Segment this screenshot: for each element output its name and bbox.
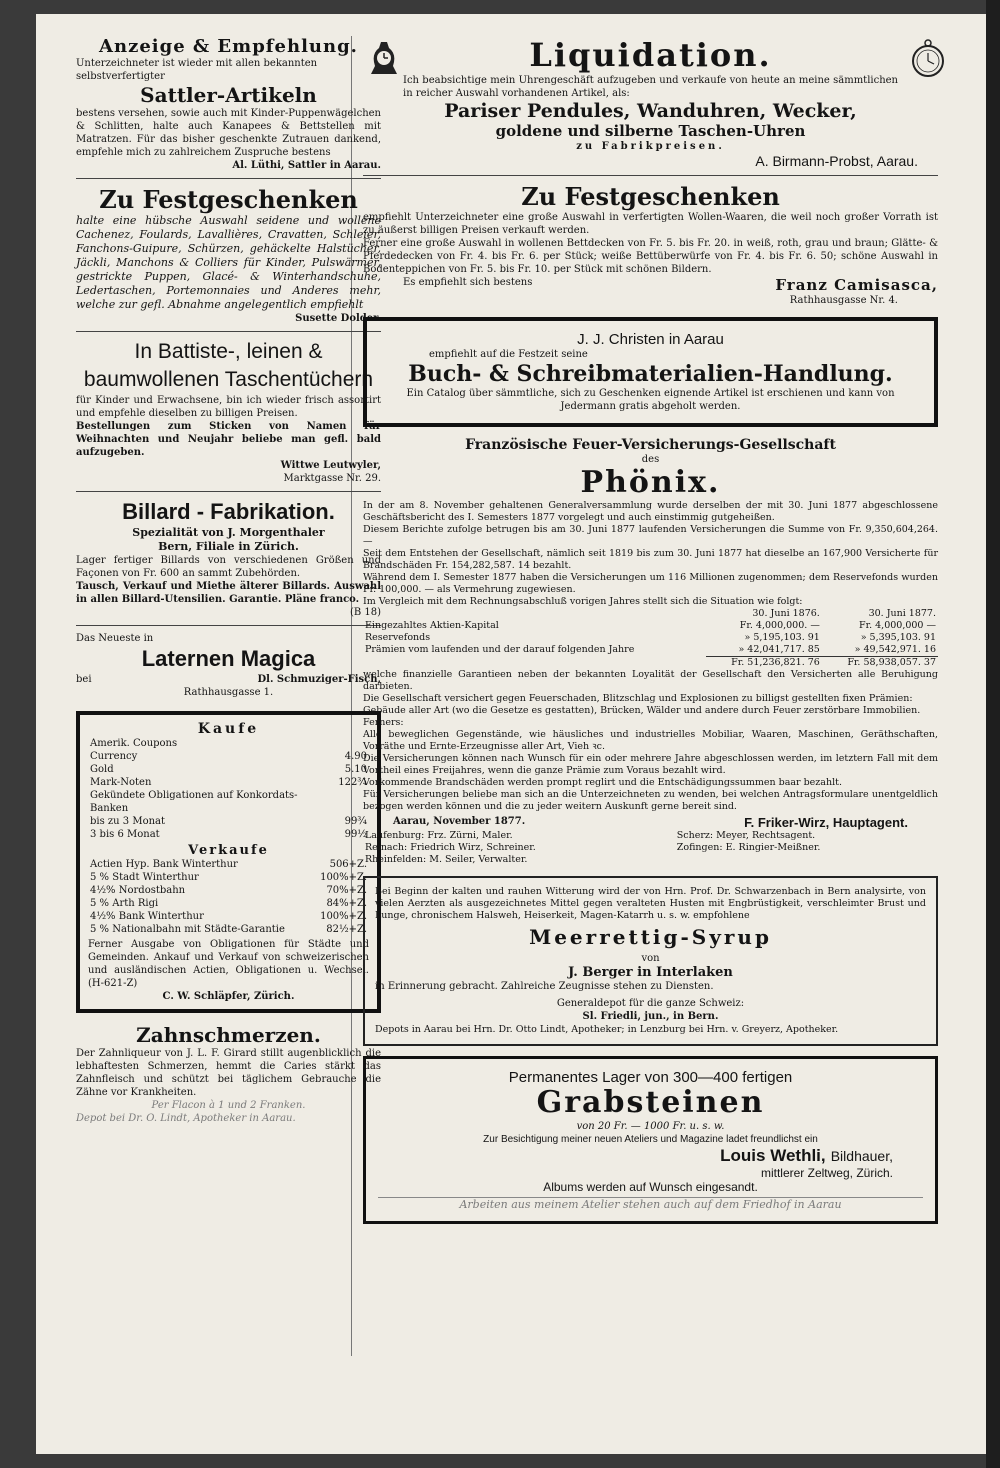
divider bbox=[363, 175, 938, 176]
ad-body: Zur Besichtigung meiner neuen Ateliers und Magazine ladet freundlichst ein bbox=[483, 1134, 818, 1145]
row-label: 4½% Bank Winterthur bbox=[90, 911, 204, 922]
row-value: 100%+Z. bbox=[320, 911, 367, 922]
ad-items: Pariser Pendules, Wanduhren, Wecker, bbox=[444, 100, 857, 122]
row-value: 4.90 bbox=[344, 751, 367, 762]
verkaufe-row bbox=[88, 910, 369, 923]
newspaper-page bbox=[36, 14, 986, 1454]
ad-des: des bbox=[641, 454, 660, 465]
ad-address: Rathhausgasse 1. bbox=[183, 687, 274, 698]
verkaufe-row bbox=[88, 871, 369, 884]
ad-seller: Dl. Schmuziger-Fisch, bbox=[257, 674, 381, 685]
total-cell: Fr. 51,236,821. 76 bbox=[706, 657, 822, 670]
ad-depot: Generaldepot für die ganze Schweiz: bbox=[556, 998, 745, 1009]
ad-signature: Wittwe Leutwyler, bbox=[280, 460, 381, 471]
agent-row bbox=[363, 830, 938, 842]
agents-table bbox=[363, 830, 938, 866]
ad-schlaepfer bbox=[76, 711, 381, 1013]
ad-name: J. J. Christen in Aarau bbox=[577, 331, 724, 348]
ad-body: Ferner Ausgabe von Obligationen für Städte und Gemeinden. Ankauf und Verkauf von schweizerischen und ausländischen Actien, Obligationen u. Wechsel. (H-621-Z) bbox=[88, 939, 369, 989]
ad-albums: Albums werden auf Wunsch eingesandt. bbox=[543, 1180, 758, 1194]
ad-intro: empfiehlt auf die Festzeit seine bbox=[429, 349, 588, 360]
agent-row bbox=[363, 854, 938, 866]
row-label: Eingezahltes Aktien-Kapital bbox=[365, 620, 499, 631]
ad-prefix: Das Neueste in bbox=[76, 633, 154, 644]
ad-body: für Kinder und Erwachsene, bin ich wieder frisch assortirt und empfehle dieselben zu billigen Preisen. bbox=[76, 395, 381, 419]
ad-title: Billard - Fabrikation. bbox=[122, 499, 335, 524]
ad-title: Laternen Magica bbox=[141, 646, 316, 671]
ad-body: in Erinnerung gebracht. Zahlreiche Zeugnisse stehen zu Diensten. bbox=[375, 981, 714, 992]
verkaufe-title: Verkaufe bbox=[188, 843, 269, 858]
ad-depots: Depots in Aarau bei Hrn. Dr. Otto Lindt, Apotheker; in Lenzburg bei Hrn. v. Greyerz, Apotheker. bbox=[375, 1024, 839, 1035]
row-label: Currency bbox=[90, 751, 138, 762]
divider bbox=[76, 625, 381, 626]
phoenix-table bbox=[363, 608, 938, 669]
phoenix-row bbox=[363, 620, 938, 632]
ad-depot-2: Sl. Friedli, jun., in Bern. bbox=[582, 1011, 719, 1022]
kaufe-row bbox=[88, 763, 369, 776]
agent-right: Zofingen: E. Ringier-Meißner. bbox=[676, 842, 821, 853]
ad-title: Zahnschmerzen. bbox=[136, 1023, 321, 1047]
phoenix-p1: In der am 8. November gehaltenen Generalversammlung wurde derselben der mit 30. Juni 1877 abgeschlossene Geschäftsbericht des I. Semesters 1877 vorgelegt und auch einstimmig gutgeheißen. bbox=[363, 500, 938, 523]
row-value-1876: » 5,195,103. 91 bbox=[744, 632, 820, 643]
row-label: Gold bbox=[90, 764, 114, 775]
ad-body: empfiehlt Unterzeichneter eine große Auswahl in verfertigten Wollen-Waaren, die weil noch großer Vorrath ist zu äußerst billigen Preisen verkauft werden. bbox=[363, 212, 938, 236]
row-label: Reservefonds bbox=[365, 632, 431, 643]
row-value-1877: » 5,395,103. 91 bbox=[860, 632, 936, 643]
ad-luethi bbox=[76, 36, 381, 172]
ad-bei: bei bbox=[76, 674, 92, 685]
verkaufe-table bbox=[88, 858, 369, 936]
agent-right bbox=[675, 854, 938, 866]
row-label: 5 % Arth Rigi bbox=[90, 898, 159, 909]
ad-price: zu Fabrikpreisen. bbox=[576, 141, 725, 152]
ad-body: bestens versehen, sowie auch mit Kinder-Puppenwägelchen & Schlitten, halte auch Kanapees & Bettstellen mit Matratzen. Für das bisher geschenkte Zutrauen dankend, empfehle mich zu zahlreichem Zuspruche bestens bbox=[76, 108, 381, 158]
agent-left: Rheinfelden: M. Seiler, Verwalter. bbox=[365, 854, 528, 865]
ad-wethli bbox=[363, 1056, 938, 1224]
ad-title-2: Bildhauer, bbox=[830, 1148, 893, 1164]
ad-body-2: Tausch, Verkauf und Miethe älterer Billards. Auswahl in allen Billard-Utensilien. Garantie. Pläne franco. bbox=[76, 581, 381, 605]
ad-pre: Französische Feuer-Versicherungs-Gesellschaft bbox=[465, 437, 836, 453]
phoenix-p9: Ferners: bbox=[363, 717, 404, 728]
row-value: 70%+Z. bbox=[326, 885, 367, 896]
kaufe-table bbox=[88, 737, 369, 841]
ad-signature: C. W. Schläpfer, Zürich. bbox=[162, 991, 295, 1002]
row-value: 82½+Z. bbox=[326, 924, 367, 935]
row-label: 5 % Stadt Winterthur bbox=[90, 872, 199, 883]
ad-body: Der Zahnliqueur von J. L. F. Girard stillt augenblicklich die lebhaftesten Schmerzen, hemmt die Caries stärkt das Zahnfleisch und schützt bei täglichem Gebrauche die Zähne vor Krankheiten. bbox=[76, 1048, 381, 1098]
ad-address: Rathhausgasse Nr. 4. bbox=[789, 295, 898, 306]
total-cell: Fr. 58,938,057. 37 bbox=[822, 657, 938, 670]
column-header: 30. Juni 1877. bbox=[868, 608, 936, 619]
ad-body: Lager fertiger Billards von verschiedenen Größen und Façonen von Fr. 600 an sammt Zubehörden. bbox=[76, 555, 381, 579]
row-value-1876: » 42,041,717. 85 bbox=[738, 644, 820, 655]
ad-subtitle: Sattler-Artikeln bbox=[140, 83, 317, 107]
ad-body-2: Ferner eine große Auswahl in wollenen Bettdecken von Fr. 5. bis Fr. 20. in weiß, roth, grau und braun; Glätte- & Pferdedecken von Fr. 4. bis Fr. 6. per Stück; weiße Bettüberwürfe von Fr. 4. bis Fr. 6. 50; schöne Auswahl in Bodenteppichen von Fr. 5. bis Fr. 10. per Stück mit schönen Bildern. bbox=[363, 238, 938, 275]
ad-items-2: goldene und silberne Taschen-Uhren bbox=[495, 122, 806, 140]
phoenix-p3: Seit dem Entstehen der Gesellschaft, nämlich seit 1819 bis zum 30. Juni 1877 hat dieselbe an 167,900 Versicherte für Brandschäden Fr. 154,282,587. 14 bezahlt. bbox=[363, 548, 938, 571]
ad-syrup bbox=[363, 876, 938, 1046]
ad-intro: Unterzeichneter ist wieder mit allen bekannten selbstverfertigter bbox=[76, 58, 318, 82]
ad-title: Meerrettig-Syrup bbox=[529, 925, 772, 949]
kaufe-row bbox=[88, 776, 369, 789]
phoenix-p6: welche finanzielle Garantieen neben der bekannten Loyalität der Gesellschaft den Versicherten alle Beruhigung darbieten. bbox=[363, 669, 938, 692]
scan-edge bbox=[986, 0, 1000, 1468]
phoenix-p11: Die Versicherungen können nach Wunsch für ein oder mehrere Jahre abgeschlossen werden, im letztern Fall mit dem Vortheil eines Freijahres, wenn die ganze Prämie zum Voraus bezahlt wird. bbox=[363, 753, 938, 776]
phoenix-p5: Im Vergleich mit dem Rechnungsabschluß vorigen Jahres stellt sich die Situation wie folgt: bbox=[363, 596, 803, 607]
left-column bbox=[76, 36, 381, 1125]
ad-body-3: Es empfiehlt sich bestens bbox=[403, 277, 533, 288]
kaufe-row bbox=[88, 737, 369, 750]
verkaufe-row bbox=[88, 884, 369, 897]
phoenix-p13: Für Versicherungen beliebe man sich an die Unterzeichneten zu wenden, bei welchen Antragsformulare unentgeldlich bezogen werden können und die zu jeder weitern Auskunft gerne bereit sind. bbox=[363, 789, 938, 812]
ad-title: Phönix. bbox=[580, 465, 721, 500]
row-value: 5.10 bbox=[344, 764, 367, 775]
agent-left: Reinach: Friedrich Wirz, Schreiner. bbox=[365, 842, 536, 853]
row-label: Amerik. Coupons bbox=[90, 738, 178, 749]
ad-leutwyler bbox=[76, 338, 381, 485]
row-label: Mark-Noten bbox=[90, 777, 152, 788]
ad-title: Anzeige & Empfehlung. bbox=[99, 36, 358, 57]
row-value: 506+Z. bbox=[329, 859, 367, 870]
phoenix-p4: Während dem I. Semester 1877 haben die Versicherungen um 116 Millionen zugenommen; dem Reservefonds wurden Fr. 100,000. — als Vermehrung zugewiesen. bbox=[363, 572, 938, 595]
ad-title: Grabsteinen bbox=[536, 1085, 765, 1120]
ad-subtitle-2: Bern, Filiale in Zürich. bbox=[158, 540, 299, 553]
row-label: 4½% Nordostbahn bbox=[90, 885, 186, 896]
ad-body-2: Bestellungen zum Sticken von Namen für Weihnachten und Neujahr beliebe man gefl. bald aufzugeben. bbox=[76, 421, 381, 458]
agent-left: Laufenburg: Frz. Zürni, Maler. bbox=[365, 830, 513, 841]
ad-intro: Bei Beginn der kalten und rauhen Witterung wird der von Hrn. Prof. Dr. Schwarzenbach in Bern analysirte, von vielen Aerzten als ausgezeichnetes Mittel gegen veralteten Husten mit Engbrüstigkeit, verschleimter Brust und Lunge, chronischem Halsweh, Heiserkeit, Magen-Katarrh u. s. w. empfohlene bbox=[375, 886, 926, 921]
phoenix-p10: Alle beweglichen Gegenstände, wie häusliches und industrielles Mobiliar, Waaren, Maschinen, Geräthschaften, Vorräthe und Ernte-Erzeugnisse aller Art, Vieh ꝛc. bbox=[363, 729, 938, 752]
ad-code: (B 18) bbox=[349, 607, 381, 618]
ad-camisasca bbox=[363, 182, 938, 307]
ad-footer: Arbeiten aus meinem Atelier stehen auch auf dem Friedhof in Aarau bbox=[378, 1197, 923, 1211]
ad-body: Ich beabsichtige mein Uhrengeschäft aufzugeben und verkaufe von heute an meine sämmtlichen in reicher Auswahl vorhandenen Artikel, als: bbox=[403, 75, 898, 99]
ad-name: Louis Wethli, bbox=[720, 1146, 826, 1165]
ad-von: von bbox=[641, 953, 660, 964]
ad-signature: Susette Dolder. bbox=[295, 313, 381, 324]
row-value: 100%+Z. bbox=[320, 872, 367, 883]
phoenix-row bbox=[363, 644, 938, 657]
ad-depot: Depot bei Dr. O. Lindt, Apotheker in Aarau. bbox=[76, 1113, 296, 1124]
ad-title: In Battiste-, leinen & baumwollenen Taschentüchern bbox=[83, 340, 374, 391]
phoenix-p2: Diesem Berichte zufolge betrugen bis am 30. Juni 1877 laufenden Versicherungen die Summe von Fr. 9,350,604,264. — bbox=[363, 524, 938, 547]
ad-body: halte eine hübsche Auswahl seidene und wollene Cachenez, Foulards, Lavallières, Cravatten, Schleier, Fanchons-Guipure, Schürzen, gehäckelte Halstücher, Jäckli, Manchons & Colliers für Kinder, Pulswärmer, gestrickte Puppen, Glacé- & Winterhandschuhe, Ledertaschen, Portemonnaies und Anderes mehr, welche zur gefl. Abnahme angelegentlich empfiehlt bbox=[76, 214, 381, 311]
agent-right: Scherz: Meyer, Rechtsagent. bbox=[676, 830, 816, 841]
verkaufe-row bbox=[88, 858, 369, 871]
ad-signature: A. Birmann-Probst, Aarau. bbox=[755, 153, 918, 169]
phoenix-p8: Gebäude aller Art (wo die Gesetze es gestatten), Brücken, Wälder und andere durch Feuer zerstörbare Immobilien. bbox=[363, 705, 921, 716]
phoenix-agent: F. Friker-Wirz, Hauptagent. bbox=[744, 815, 908, 830]
row-value: 99½ bbox=[344, 829, 367, 840]
divider bbox=[76, 491, 381, 492]
ad-christen bbox=[363, 317, 938, 427]
ad-maker: J. Berger in Interlaken bbox=[568, 965, 733, 980]
kaufe-row bbox=[88, 815, 369, 828]
ad-title: Zu Festgeschenken bbox=[99, 185, 358, 214]
row-label: 3 bis 6 Monat bbox=[90, 829, 160, 840]
phoenix-row bbox=[363, 632, 938, 644]
ad-address: mittlerer Zeltweg, Zürich. bbox=[760, 1166, 893, 1180]
ad-title: Liquidation. bbox=[529, 36, 772, 74]
kaufe-row bbox=[88, 828, 369, 841]
agent-row bbox=[363, 842, 938, 854]
row-value: 122¾ bbox=[338, 777, 367, 788]
row-value-1877: Fr. 4,000,000 — bbox=[859, 620, 936, 631]
divider bbox=[76, 331, 381, 332]
ad-signature: Al. Lüthi, Sattler in Aarau. bbox=[232, 160, 381, 171]
mantel-clock-icon bbox=[363, 36, 405, 78]
ad-laternen bbox=[76, 632, 381, 699]
verkaufe-row bbox=[88, 897, 369, 910]
row-label: 5 % Nationalbahn mit Städte-Garantie bbox=[90, 924, 285, 935]
right-column bbox=[363, 36, 938, 1234]
ad-price: von 20 Fr. — 1000 Fr. u. s. w. bbox=[576, 1121, 725, 1132]
phoenix-p7: Die Gesellschaft versichert gegen Feuerschaden, Blitzschlag und Explosionen zu billigst gestellten fixen Prämien: bbox=[363, 693, 913, 704]
ad-price: Per Flacon à 1 und 2 Franken. bbox=[151, 1100, 306, 1111]
row-value: 84%+Z. bbox=[326, 898, 367, 909]
ad-subtitle: Spezialität von J. Morgenthaler bbox=[132, 526, 325, 539]
ad-line1: Permanentes Lager von 300—400 fertigen bbox=[508, 1069, 793, 1086]
row-value-1876: Fr. 4,000,000. — bbox=[739, 620, 820, 631]
ad-body: Ein Catalog über sämmtliche, sich zu Geschenken eignende Artikel ist erschienen und kann von Jedermann gratis abgeholt werden. bbox=[406, 388, 895, 412]
ad-address: Marktgasse Nr. 29. bbox=[283, 473, 381, 484]
ad-dolder bbox=[76, 185, 381, 325]
kaufe-row bbox=[88, 750, 369, 763]
row-label: Actien Hyp. Bank Winterthur bbox=[90, 859, 238, 870]
ad-zahnliqueur bbox=[76, 1023, 381, 1125]
ad-phoenix bbox=[363, 437, 938, 866]
row-value-1877: » 49,542,971. 16 bbox=[854, 644, 936, 655]
ad-title: Zu Festgeschenken bbox=[521, 182, 780, 211]
row-label: Prämien vom laufenden und der darauf folgenden Jahre bbox=[365, 644, 635, 655]
divider bbox=[76, 178, 381, 179]
phoenix-p12: Vorkommende Brandschäden werden prompt reglirt und die Entschädigungssummen baar bezahlt. bbox=[363, 777, 842, 788]
verkaufe-row bbox=[88, 923, 369, 936]
row-label: bis zu 3 Monat bbox=[90, 816, 166, 827]
row-label: Gekündete Obligationen auf Konkordats-Banken bbox=[90, 790, 298, 814]
kaufe-title: Kaufe bbox=[197, 721, 260, 737]
ad-title: Buch- & Schreibmaterialien-Handlung. bbox=[408, 361, 893, 387]
kaufe-row bbox=[88, 789, 369, 815]
ad-liquidation bbox=[363, 36, 938, 169]
ad-billard bbox=[76, 498, 381, 619]
ad-signature: Franz Camisasca, bbox=[775, 276, 938, 294]
phoenix-date: Aarau, November 1877. bbox=[393, 816, 526, 827]
row-value: 99¾ bbox=[344, 816, 367, 827]
column-header: 30. Juni 1876. bbox=[752, 608, 820, 619]
pocket-watch-icon bbox=[910, 38, 946, 78]
